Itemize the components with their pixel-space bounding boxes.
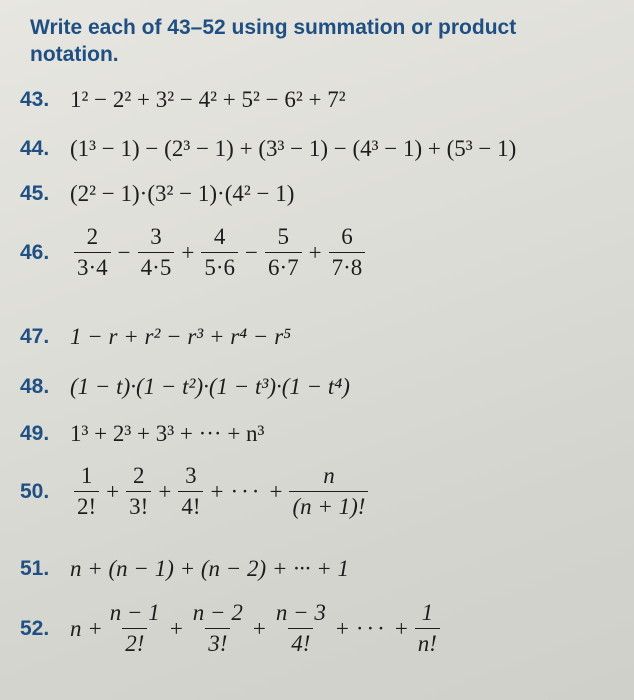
fraction: $\frac{1}{2!}$ bbox=[74, 463, 99, 520]
exercise-heading: Write each of 43–52 using summation or product notation. bbox=[30, 16, 517, 66]
fraction: $\frac{6}{7\cdot 8}$ bbox=[329, 224, 366, 281]
problem-51 bbox=[20, 556, 349, 582]
fraction: $\frac{1}{n!}$ bbox=[415, 600, 440, 657]
leading-term: n + bbox=[70, 615, 103, 641]
problem-expression bbox=[70, 463, 372, 520]
problem-number: 52. bbox=[20, 616, 50, 640]
problem-43 bbox=[20, 87, 346, 113]
fraction: $\frac{2}{3\cdot 4}$ bbox=[74, 224, 111, 281]
fraction: $\frac{5}{6\cdot 7}$ bbox=[265, 224, 302, 281]
problem-47 bbox=[20, 324, 291, 350]
problem-number: 50. bbox=[20, 479, 50, 503]
problem-expression: (2² − 1)·(3² − 1)·(4² − 1) bbox=[70, 181, 295, 206]
fraction: $\frac{4}{5\cdot 6}$ bbox=[201, 224, 238, 281]
operator: + bbox=[252, 615, 266, 641]
problem-number: 43. bbox=[20, 88, 50, 111]
fraction: $\frac{3}{4!}$ bbox=[178, 463, 203, 520]
fraction: $\frac{n - 1}{2!}$ bbox=[109, 600, 160, 656]
problem-number: 49. bbox=[20, 422, 50, 445]
operator: + bbox=[335, 615, 349, 641]
fraction: $\frac{2}{3!}$ bbox=[126, 463, 151, 520]
problem-expression: 1² − 2² + 3² − 4² + 5² − 6² + 7² bbox=[70, 87, 346, 112]
operator: + bbox=[169, 615, 183, 641]
problem-number: 46. bbox=[20, 240, 50, 264]
problem-46 bbox=[20, 224, 369, 281]
problem-44 bbox=[20, 136, 516, 162]
problem-expression bbox=[70, 600, 444, 657]
problem-50 bbox=[20, 463, 372, 520]
ellipsis: ··· bbox=[355, 615, 388, 641]
problem-45 bbox=[20, 181, 294, 207]
problem-number: 48. bbox=[20, 375, 50, 398]
problem-49 bbox=[20, 421, 264, 447]
operator: − bbox=[117, 239, 131, 265]
operator: + bbox=[181, 239, 195, 265]
problem-number: 45. bbox=[20, 182, 50, 205]
fraction: $\frac{n - 2}{3!}$ bbox=[192, 600, 243, 656]
problem-expression: (1 − t)·(1 − t²)·(1 − t³)·(1 − t⁴) bbox=[70, 374, 350, 399]
problem-expression bbox=[70, 224, 369, 281]
problem-expression: (1³ − 1) − (2³ − 1) + (3³ − 1) − (4³ − 1) + (5³ − 1) bbox=[70, 136, 517, 161]
fraction: $\frac{3}{4\cdot 5}$ bbox=[138, 224, 175, 281]
operator: − bbox=[244, 239, 258, 265]
operator: + bbox=[308, 239, 322, 265]
problem-expression: n + (n − 1) + (n − 2) + ··· + 1 bbox=[70, 556, 350, 581]
problem-number: 44. bbox=[20, 137, 50, 160]
fraction: $\frac{n}{(n + 1)!}$ bbox=[289, 463, 368, 520]
operator: + bbox=[269, 478, 283, 504]
problem-expression: 1 − r + r² − r³ + r⁴ − r⁵ bbox=[70, 324, 292, 349]
problem-number: 51. bbox=[20, 557, 50, 580]
problem-number: 47. bbox=[20, 325, 50, 348]
operator: + bbox=[394, 615, 408, 641]
problem-52 bbox=[20, 600, 444, 657]
operator: + bbox=[210, 478, 224, 504]
problem-expression: 1³ + 2³ + 3³ + ··· + n³ bbox=[70, 421, 265, 446]
operator: + bbox=[158, 478, 172, 504]
problem-48 bbox=[20, 374, 350, 400]
ellipsis: ··· bbox=[230, 478, 263, 504]
fraction: $\frac{n - 3}{4!}$ bbox=[275, 600, 326, 656]
operator: + bbox=[106, 478, 120, 504]
